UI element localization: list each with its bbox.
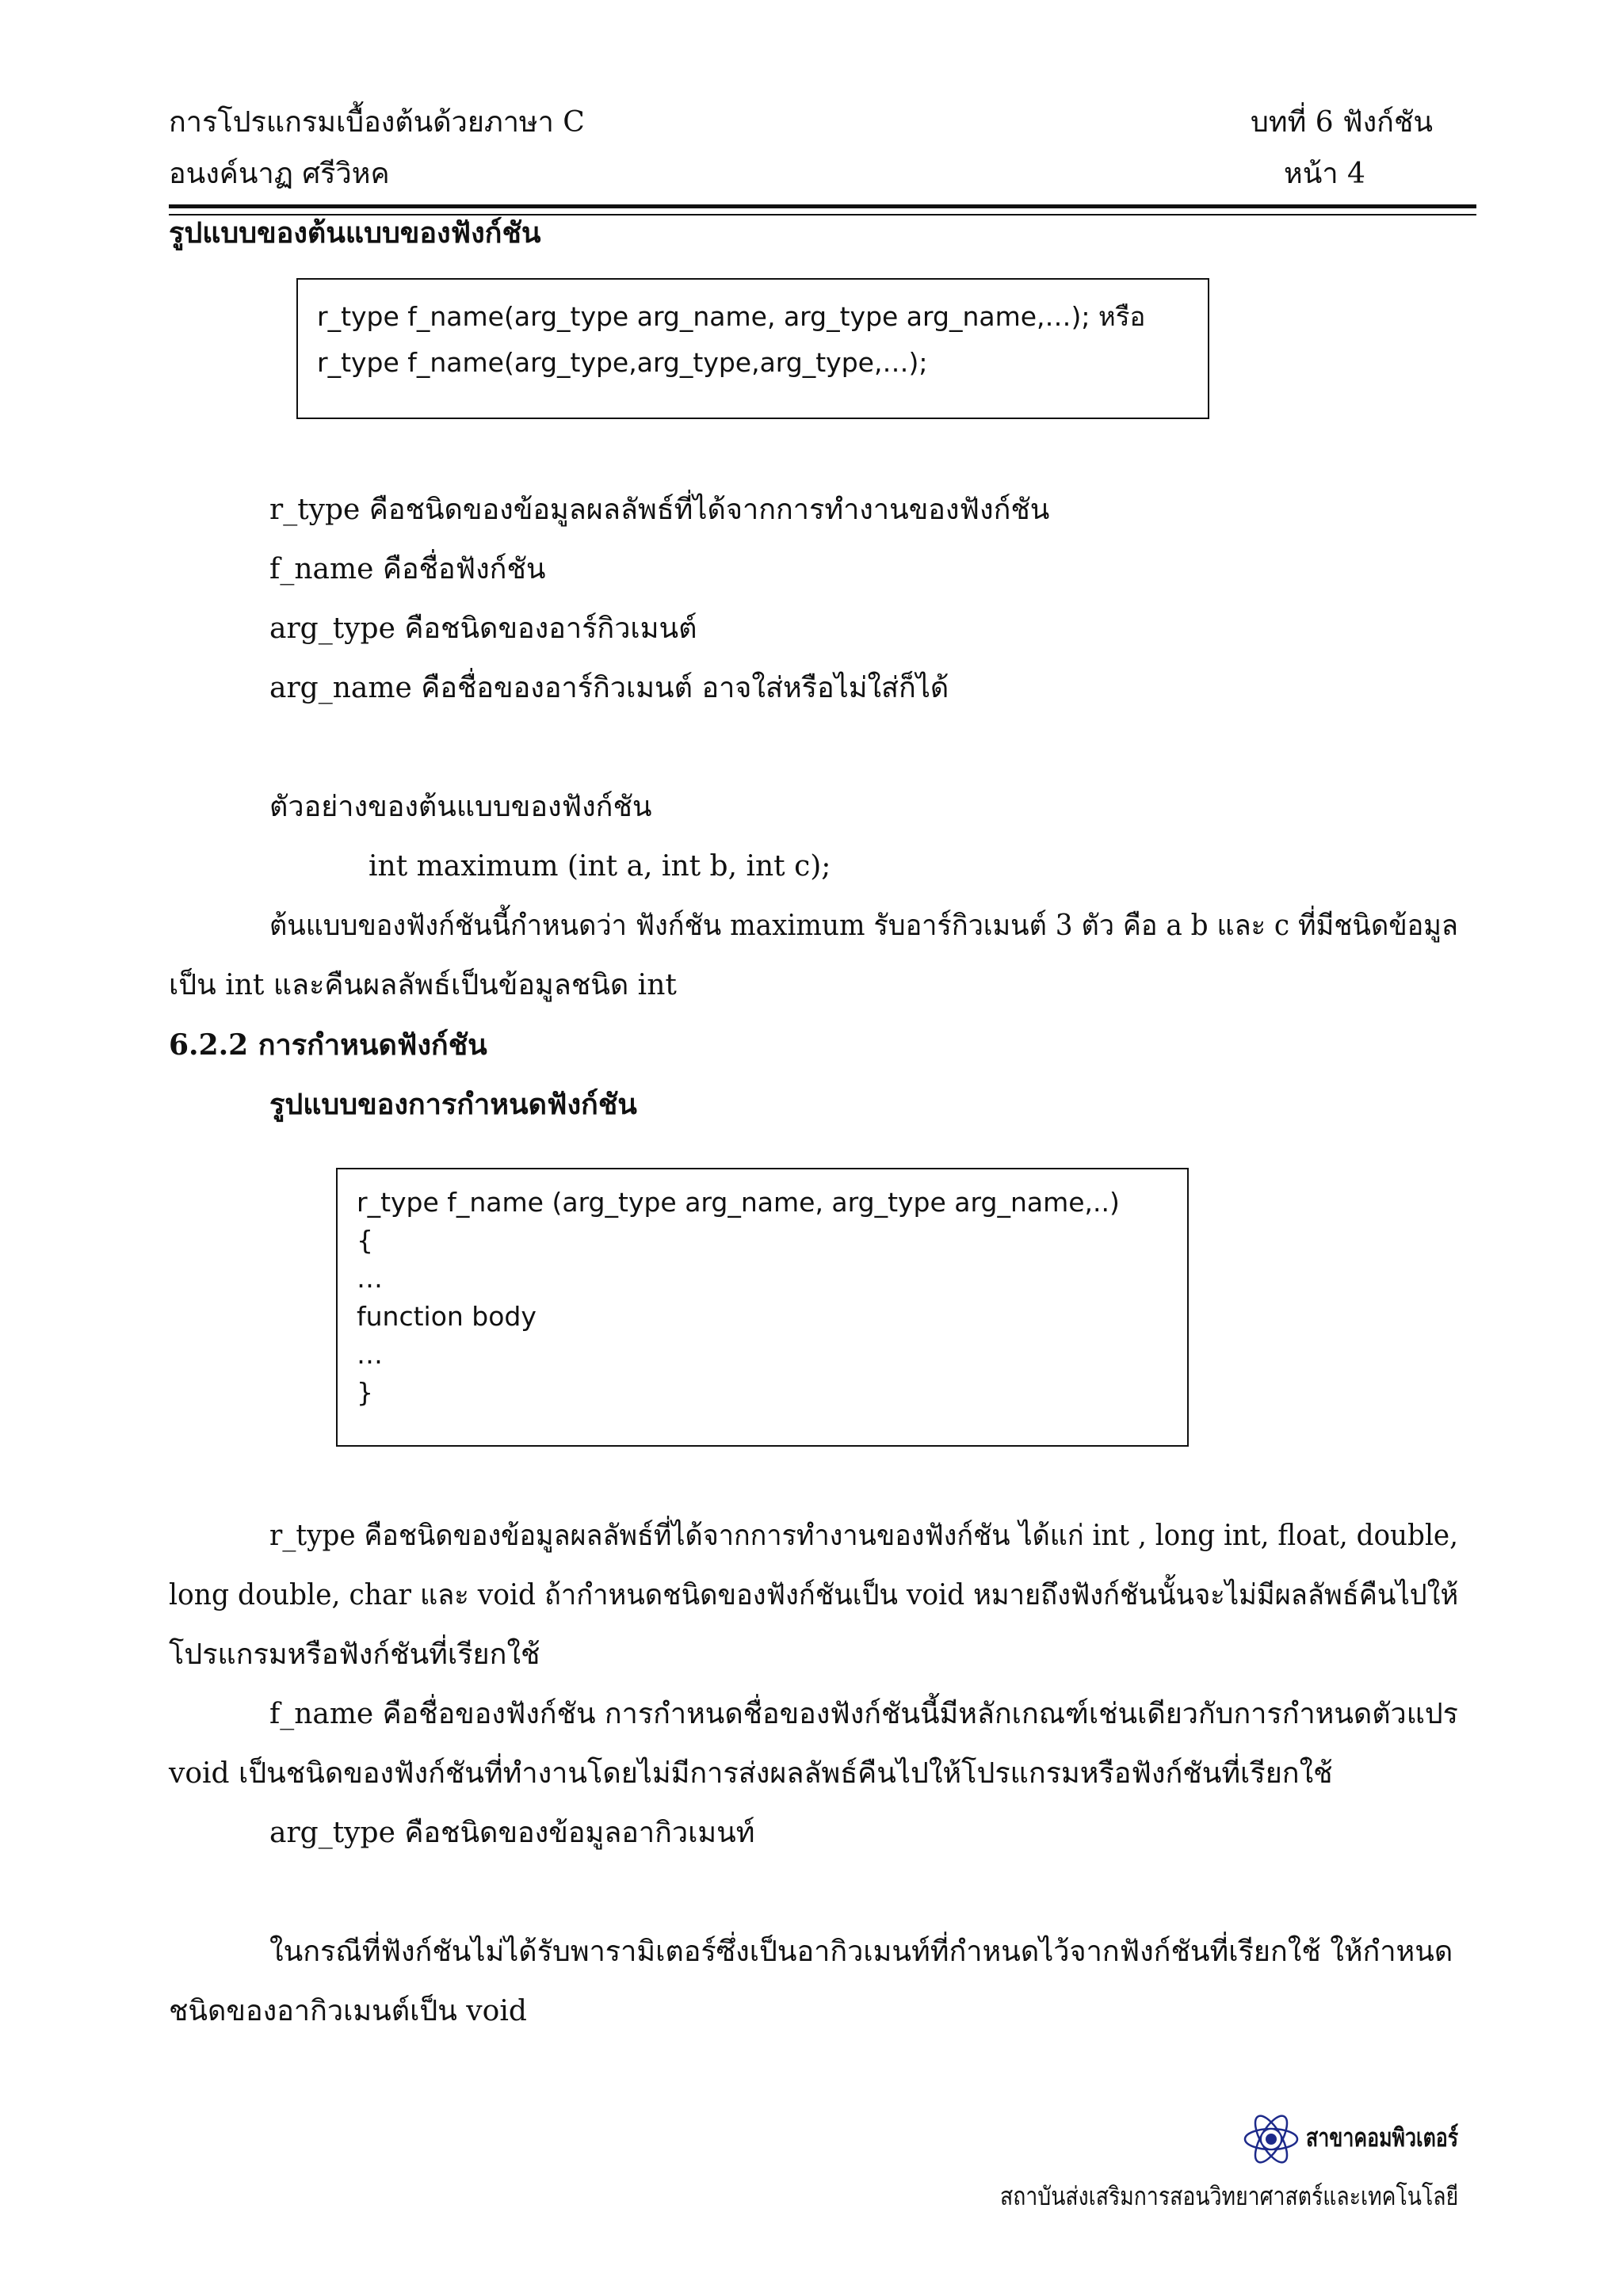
explanation-line-1: ต้นแบบของฟังก์ชันนี้กำหนดว่า ฟังก์ชัน maximum รับอาร์กิวเมนต์ 3 ตัว คือ a b และ c ที่มีชนิดข้อมูล — [269, 910, 1458, 942]
definition-code-line-4: function body — [357, 1301, 537, 1332]
example-code: int maximum (int a, int b, int c); — [369, 850, 831, 883]
definition-format-heading: รูปแบบของการกำหนดฟังก์ชัน — [269, 1088, 637, 1121]
footer-department: สาขาคอมพิวเตอร์ — [1306, 2122, 1459, 2153]
definition-f-name: f_name คือชื่อฟังก์ชัน — [269, 553, 546, 585]
paragraph-void-line-2: ชนิดของอากิวเมนต์เป็น void — [169, 1995, 527, 2027]
header-page-number: หน้า 4 — [1284, 158, 1365, 190]
section-number-heading: 6.2.2 การกำหนดฟังก์ชัน — [169, 1028, 487, 1062]
footer-institute: สถาบันส่งเสริมการสอนวิทยาศาสตร์และเทคโนโลยี — [1000, 2181, 1459, 2211]
explanation-line-2: เป็น int และคืนผลลัพธ์เป็นข้อมูลชนิด int — [169, 969, 677, 1001]
paragraph-void-line-1: ในกรณีที่ฟังก์ชันไม่ได้รับพารามิเตอร์ซึ่งเป็นอากิวเมนท์ที่กำหนดไว้จากฟังก์ชันที่เรียกใช้ ให้กำหนด — [269, 1936, 1453, 1968]
paragraph-r-type-line-1: r_type คือชนิดของข้อมูลผลลัพธ์ที่ได้จากการทำงานของฟังก์ชัน ได้แก่ int , long int, float, double, — [269, 1520, 1458, 1552]
paragraph-r-type-line-2: long double, char และ void ถ้ากำหนดชนิดของฟังก์ชันเป็น void หมายถึงฟังก์ชันนั้นจะไม่มีผลลัพธ์คืนไปให้ — [169, 1579, 1459, 1611]
paragraph-r-type-line-3: โปรแกรมหรือฟังก์ชันที่เรียกใช้ — [169, 1638, 540, 1671]
definition-arg-type: arg_type คือชนิดของอาร์กิวเมนต์ — [269, 612, 697, 645]
definition-code-line-5: … — [357, 1339, 383, 1370]
paragraph-arg-type: arg_type คือชนิดของข้อมูลอากิวเมนท์ — [269, 1817, 755, 1849]
header-rule-thick — [169, 204, 1476, 208]
prototype-code-line-2: r_type f_name(arg_type,arg_type,arg_type,…); — [317, 347, 928, 378]
definition-code-line-6: } — [357, 1377, 373, 1408]
definition-code-line-2: { — [357, 1225, 373, 1256]
definition-code-line-3: … — [357, 1263, 383, 1294]
header-chapter: บทที่ 6 ฟังก์ชัน — [1251, 106, 1434, 139]
prototype-heading: รูปแบบของต้นแบบของฟังก์ชัน — [169, 216, 541, 250]
paragraph-f-name-line-2: void เป็นชนิดของฟังก์ชันที่ทำงานโดยไม่มีการส่งผลลัพธ์คืนไปให้โปรแกรมหรือฟังก์ชันที่เรียกใช้ — [169, 1757, 1333, 1790]
example-title: ตัวอย่างของต้นแบบของฟังก์ชัน — [269, 791, 652, 823]
prototype-code-line-1: r_type f_name(arg_type arg_name, arg_type arg_name,…); หรือ — [317, 301, 1146, 332]
paragraph-f-name-line-1: f_name คือชื่อของฟังก์ชัน การกำหนดชื่อของฟังก์ชันนี้มีหลักเกณฑ์เช่นเดียวกับการกำหนดตัวแปร — [269, 1698, 1458, 1730]
definition-r-type: r_type คือชนิดของข้อมูลผลลัพธ์ที่ได้จากการทำงานของฟังก์ชัน — [269, 494, 1050, 526]
definition-arg-name: arg_name คือชื่อของอาร์กิวเมนต์ อาจใส่หรือไม่ใส่ก็ได้ — [269, 672, 949, 704]
definition-code-line-1: r_type f_name (arg_type arg_name, arg_type arg_name,..) — [357, 1187, 1120, 1218]
institute-logo-icon — [1243, 2111, 1300, 2168]
header-course-title: การโปรแกรมเบื้องต้นด้วยภาษา C — [169, 106, 585, 139]
header-author: อนงค์นาฏ ศรีวิหค — [169, 158, 390, 190]
